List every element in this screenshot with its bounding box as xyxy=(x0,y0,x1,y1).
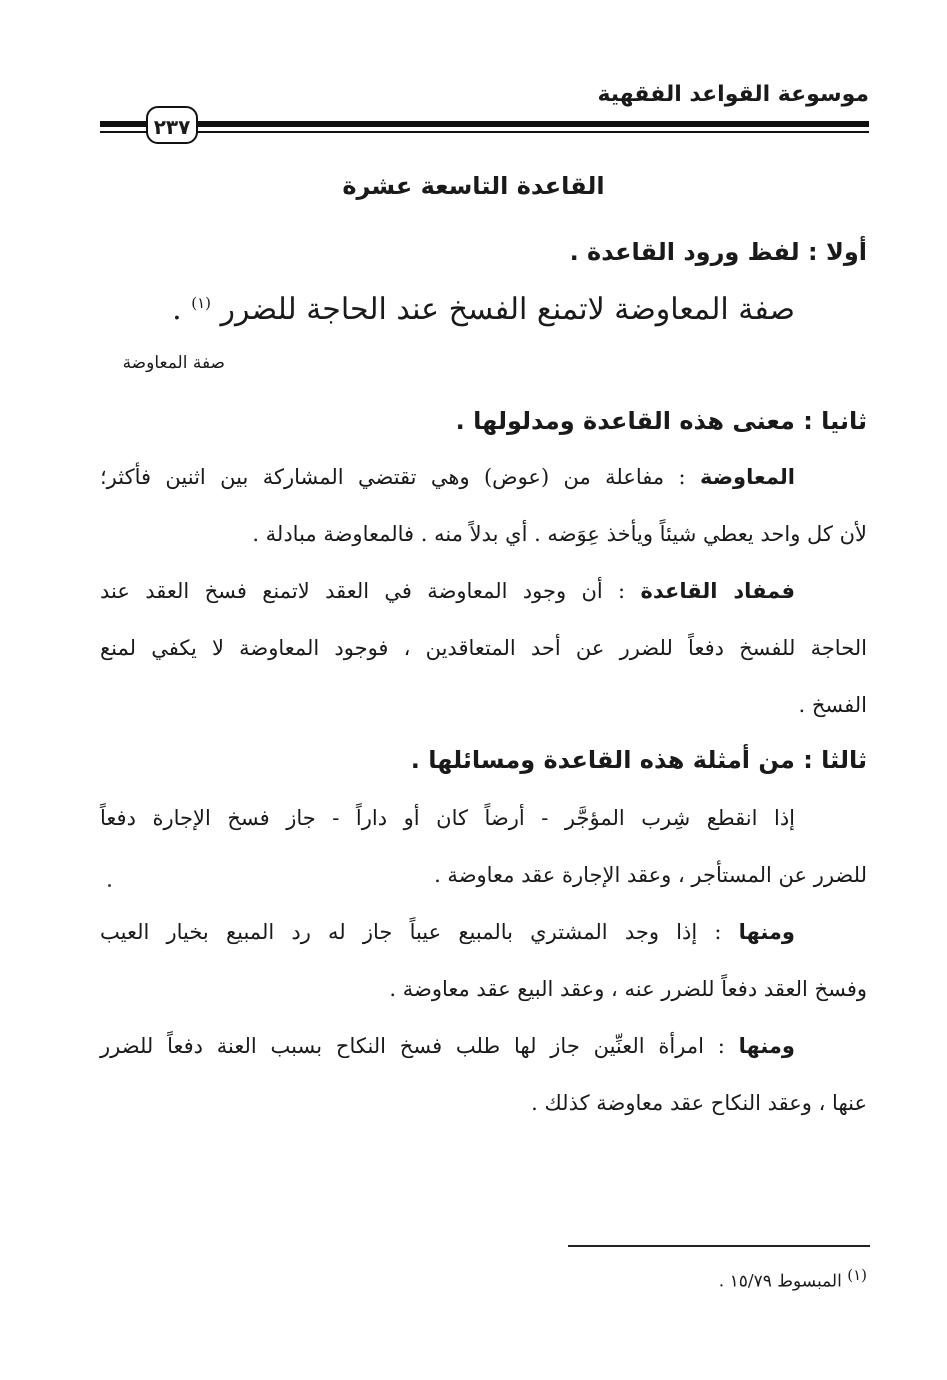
paragraph-line: للضرر عن المستأجر ، وعقد الإجارة عقد معاوضة . xyxy=(434,863,867,887)
header-rule-thick xyxy=(195,121,869,127)
paragraph-line: وفسخ العقد دفعاً للضرر عنه ، وعقد البيع عقد معاوضة . xyxy=(389,977,867,1001)
scan-speck xyxy=(108,884,111,887)
footnote-reference[interactable]: (١) xyxy=(191,294,211,312)
paragraph-text: : إذا وجد المشتري بالمبيع عيباً جاز له رد المبيع بخيار العيب xyxy=(100,920,739,944)
term-label: ومنها xyxy=(738,1034,795,1058)
section-heading-examples: ثالثا : من أمثلة هذه القاعدة ومسائلها . xyxy=(410,746,867,774)
paragraph-text: : أن وجود المعاوضة في العقد لاتمنع فسخ العقد عند xyxy=(100,579,641,603)
section-heading-meaning: ثانيا : معنى هذه القاعدة ومدلولها . xyxy=(455,407,867,435)
header-rule-left-thick xyxy=(100,121,150,127)
paragraph-line: لأن كل واحد يعطي شيئاً ويأخذ عِوَضه . أي بدلاً منه . فالمعاوضة مبادلة . xyxy=(252,522,867,546)
header-rule-thin xyxy=(195,131,869,133)
paragraph-line xyxy=(100,920,795,944)
rule-title: القاعدة التاسعة عشرة xyxy=(342,172,605,200)
rule-statement-end: . xyxy=(172,292,182,327)
paragraph-line xyxy=(100,1034,795,1058)
header-rule-left-thin xyxy=(100,131,150,133)
term-label: ومنها xyxy=(738,920,795,944)
term-label: المعاوضة xyxy=(700,465,795,489)
paragraph-text: : امرأة العنِّين جاز لها طلب فسخ النكاح بسبب العنة دفعاً للضرر xyxy=(100,1034,739,1058)
paragraph-line xyxy=(100,579,795,603)
paragraph-line: الفسخ . xyxy=(798,693,867,717)
paragraph-line: إذا انقطع شِرب المؤجَّر - أرضاً كان أو داراً - جاز فسخ الإجارة دفعاً xyxy=(100,806,795,830)
rule-statement-text: صفة المعاوضة لاتمنع الفسخ عند الحاجة للضرر xyxy=(220,292,795,327)
footnote-marker: (١) xyxy=(847,1266,867,1284)
margin-note: صفة المعاوضة xyxy=(122,353,225,373)
term-label: فمفاد القاعدة xyxy=(640,579,796,603)
running-head-title: موسوعة القواعد الفقهية xyxy=(597,82,869,107)
page-number: ٢٣٧ xyxy=(146,106,198,144)
paragraph-line xyxy=(100,465,795,489)
section-heading-wording: أولا : لفظ ورود القاعدة . xyxy=(569,238,867,266)
footnote-rule xyxy=(568,1245,870,1247)
paragraph-line: عنها ، وعقد النكاح عقد معاوضة كذلك . xyxy=(531,1091,867,1115)
footnote-text: المبسوط ١٥/٧٩ . xyxy=(718,1271,848,1292)
rule-statement xyxy=(172,292,795,327)
paragraph-line: الحاجة للفسخ دفعاً للضرر عن أحد المتعاقدين ، فوجود المعاوضة لا يكفي لمنع xyxy=(100,636,867,660)
footnote xyxy=(719,1266,867,1292)
paragraph-text: : مفاعلة من (عوض) وهي تقتضي المشاركة بين اثنين فأكثر؛ xyxy=(100,465,701,489)
